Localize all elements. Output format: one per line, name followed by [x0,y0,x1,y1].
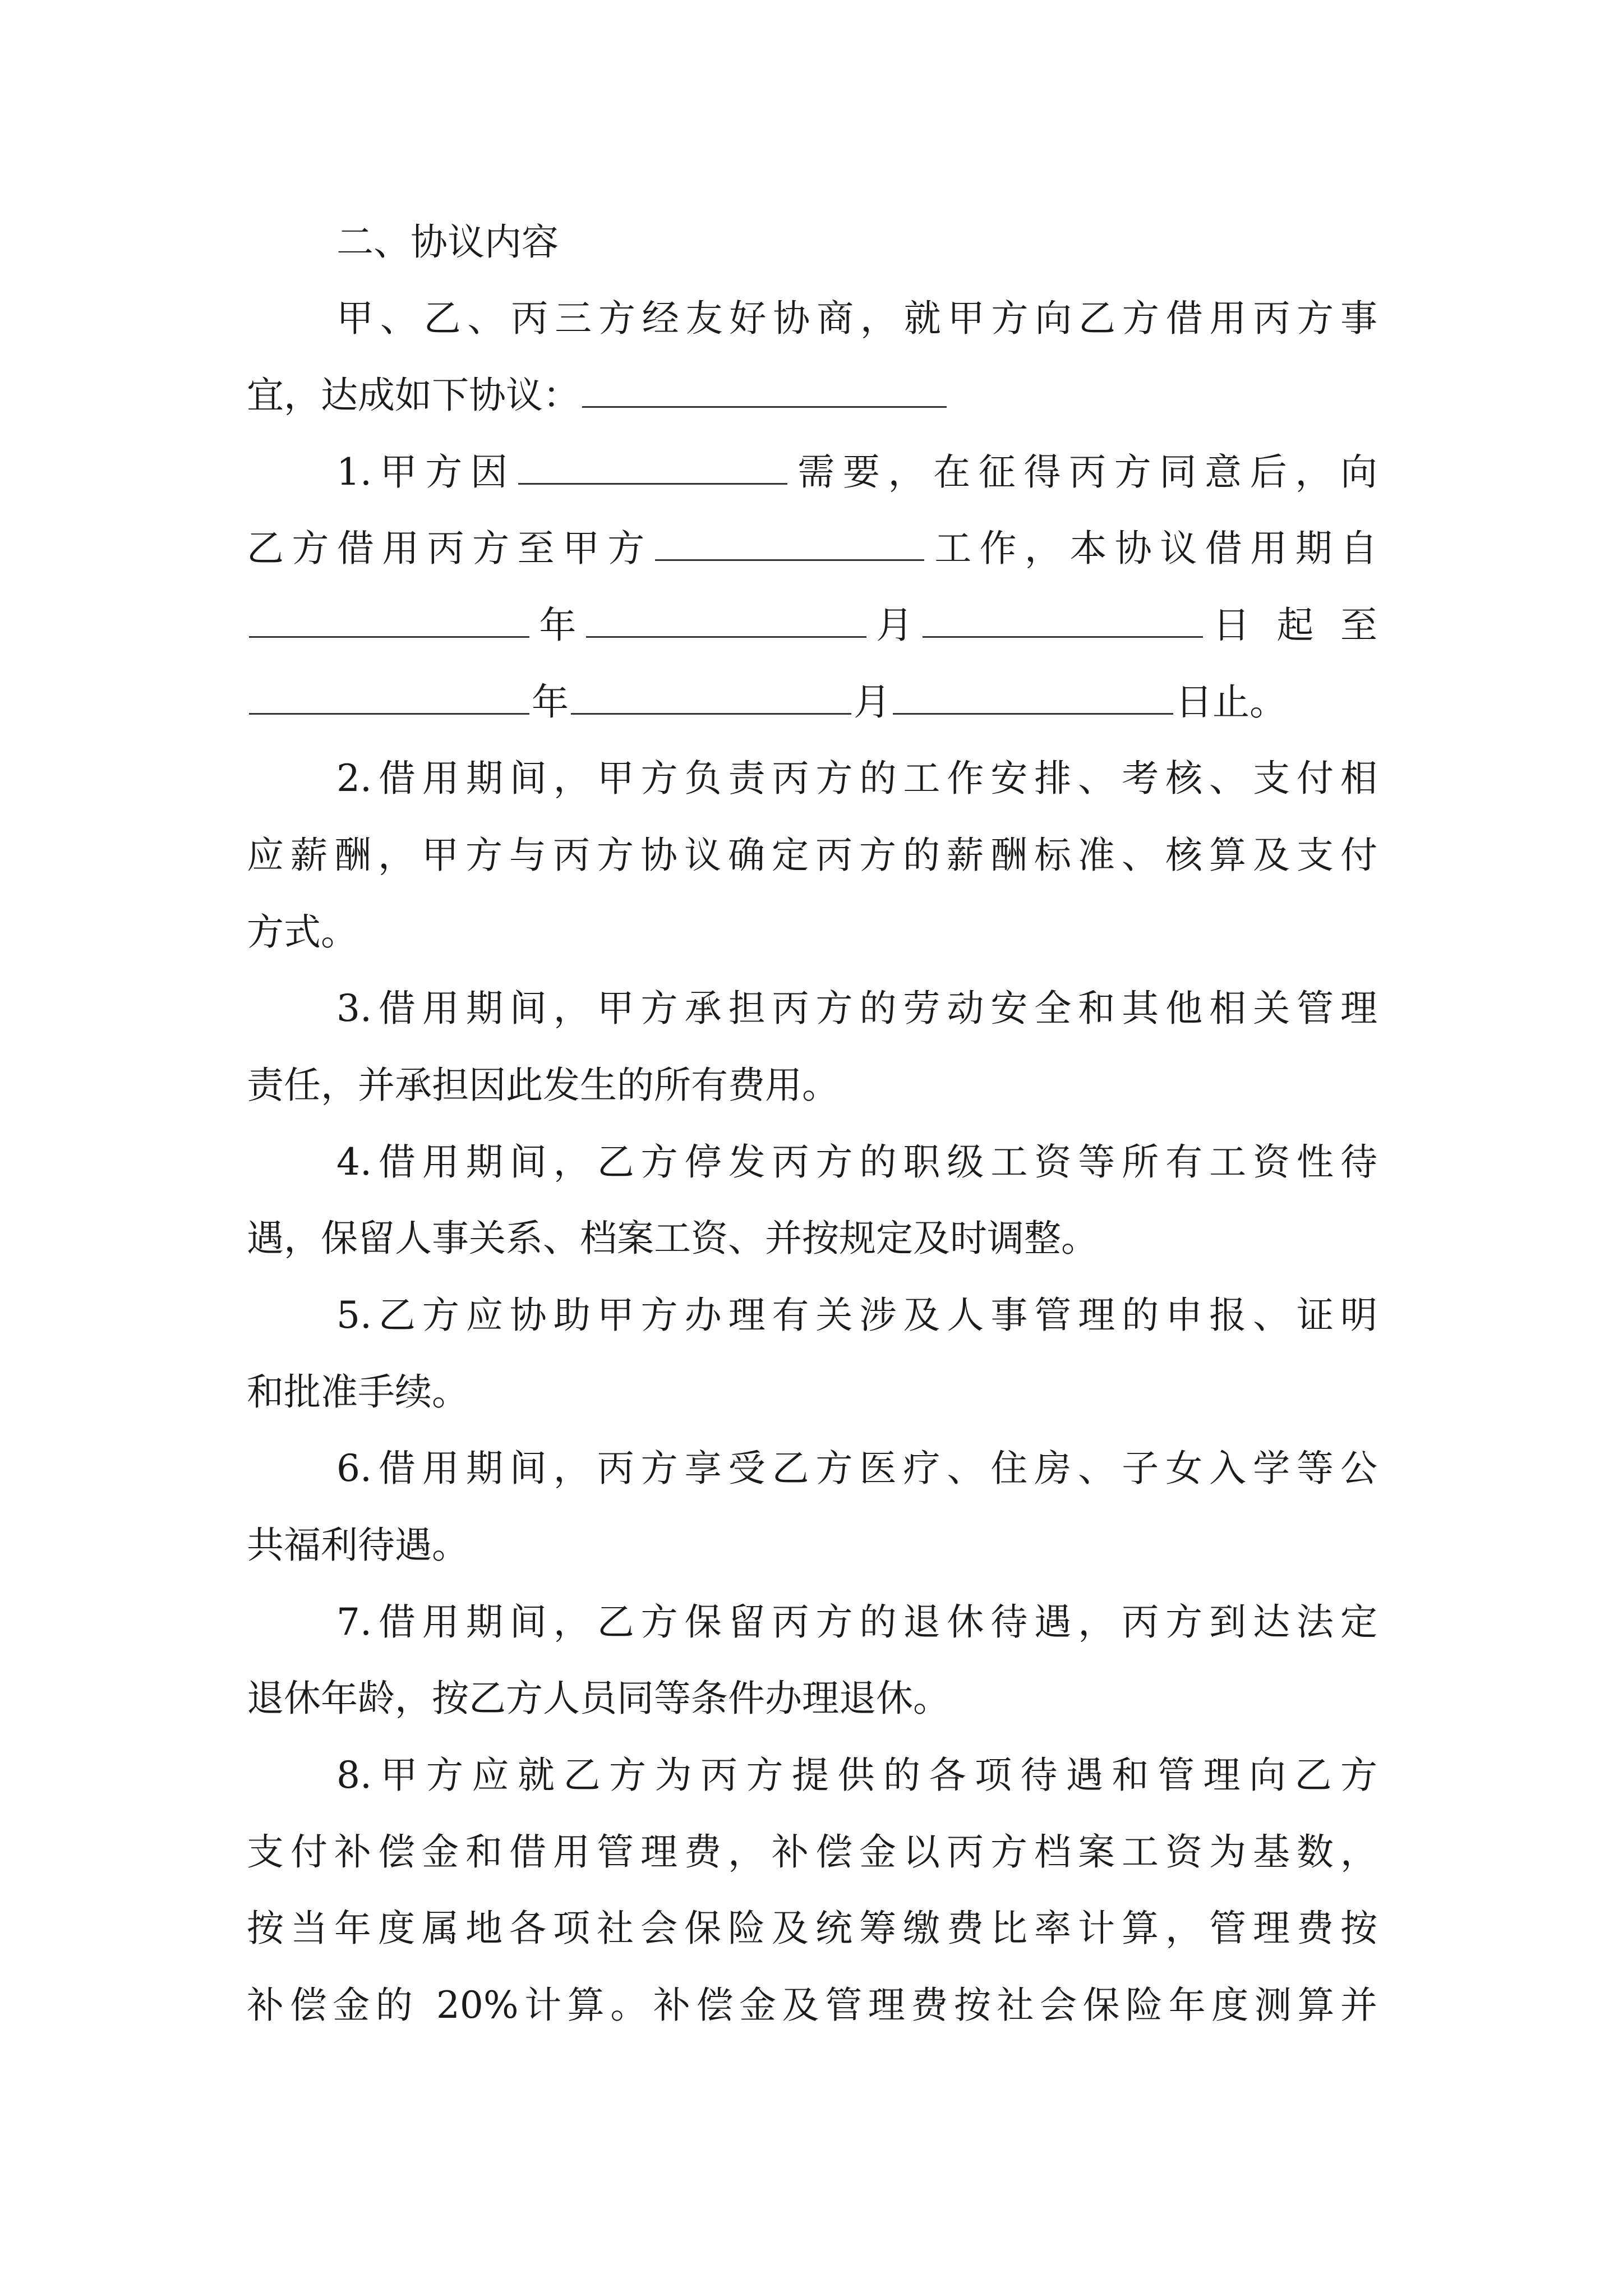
clause-2-line-3: 方式。 [247,910,358,954]
blank-field [249,679,529,715]
clause-2-line-2: 应薪酬，甲方与丙方协议确定丙方的薪酬标准、核算及支付 [247,834,1377,877]
clause-1-line-3 [247,592,1377,659]
clause-1-text: 月 [868,604,921,647]
clause-4-line-1: 4.借用期间，乙方停发丙方的职级工资等所有工资性待 [336,1140,1377,1184]
section-heading: 二、协议内容 [336,220,559,264]
intro-line-1: 甲、乙、丙三方经友好协商，就甲方向乙方借用丙方事 [336,297,1377,340]
clause-7-line-2: 退休年龄，按乙方人员同等条件办理退休。 [247,1677,950,1720]
blank-field [893,679,1173,715]
intro-text: 宜，达成如下协议： [247,374,580,417]
blank-field [249,602,529,638]
clause-1-text: 月 [854,680,891,724]
clause-1-line-1 [336,439,1377,506]
clause-1-text: 年 [532,680,569,724]
clause-8-line-4: 补偿金的 20%计算。补偿金及管理费按社会保险年度测算并 [247,1984,1377,2027]
clause-1-text: 需要，在征得丙方同意后，向 [789,450,1377,494]
clause-1-text: 乙方借用丙方至甲方 [247,527,653,570]
clause-1-text: 年 [532,604,584,647]
clause-7-line-1: 7.借用期间，乙方保留丙方的退休待遇，丙方到达法定 [336,1600,1377,1644]
clause-1-line-4 [247,669,1377,736]
blank-field [586,602,866,638]
clause-1-line-2 [247,515,1377,582]
clause-1-text: 工作，本协议借用期自 [926,527,1378,570]
clause-1-text: 日 起 至 [1205,604,1378,647]
clause-8-line-1: 8.甲方应就乙方为丙方提供的各项待遇和管理向乙方 [336,1754,1377,1797]
clause-8-line-2: 支付补偿金和借用管理费，补偿金以丙方档案工资为基数， [247,1830,1377,1874]
clause-3-line-2: 责任，并承担因此发生的所有费用。 [247,1064,839,1107]
clause-2-line-1: 2.借用期间，甲方负责丙方的工作安排、考核、支付相 [336,757,1377,800]
clause-4-line-2: 遇，保留人事关系、档案工资、并按规定及时调整。 [247,1217,1098,1260]
blank-field [518,449,787,485]
blank-field [923,602,1203,638]
clause-1-text: 1.甲方因 [336,450,516,494]
blank-field [655,526,924,561]
intro-line-2 [247,362,1377,429]
blank-field [571,679,851,715]
clause-6-line-2: 共福利待遇。 [247,1524,469,1567]
blank-field [582,372,947,408]
clause-5-line-1: 5.乙方应协助甲方办理有关涉及人事管理的申报、证明 [336,1294,1377,1337]
clause-8-line-3: 按当年度属地各项社会保险及统筹缴费比率计算，管理费按 [247,1907,1377,1950]
clause-1-text: 日止。 [1175,680,1287,724]
clause-3-line-1: 3.借用期间，甲方承担丙方的劳动安全和其他相关管理 [336,987,1377,1030]
clause-5-line-2: 和批准手续。 [247,1370,469,1414]
clause-6-line-1: 6.借用期间，丙方享受乙方医疗、住房、子女入学等公 [336,1447,1377,1490]
